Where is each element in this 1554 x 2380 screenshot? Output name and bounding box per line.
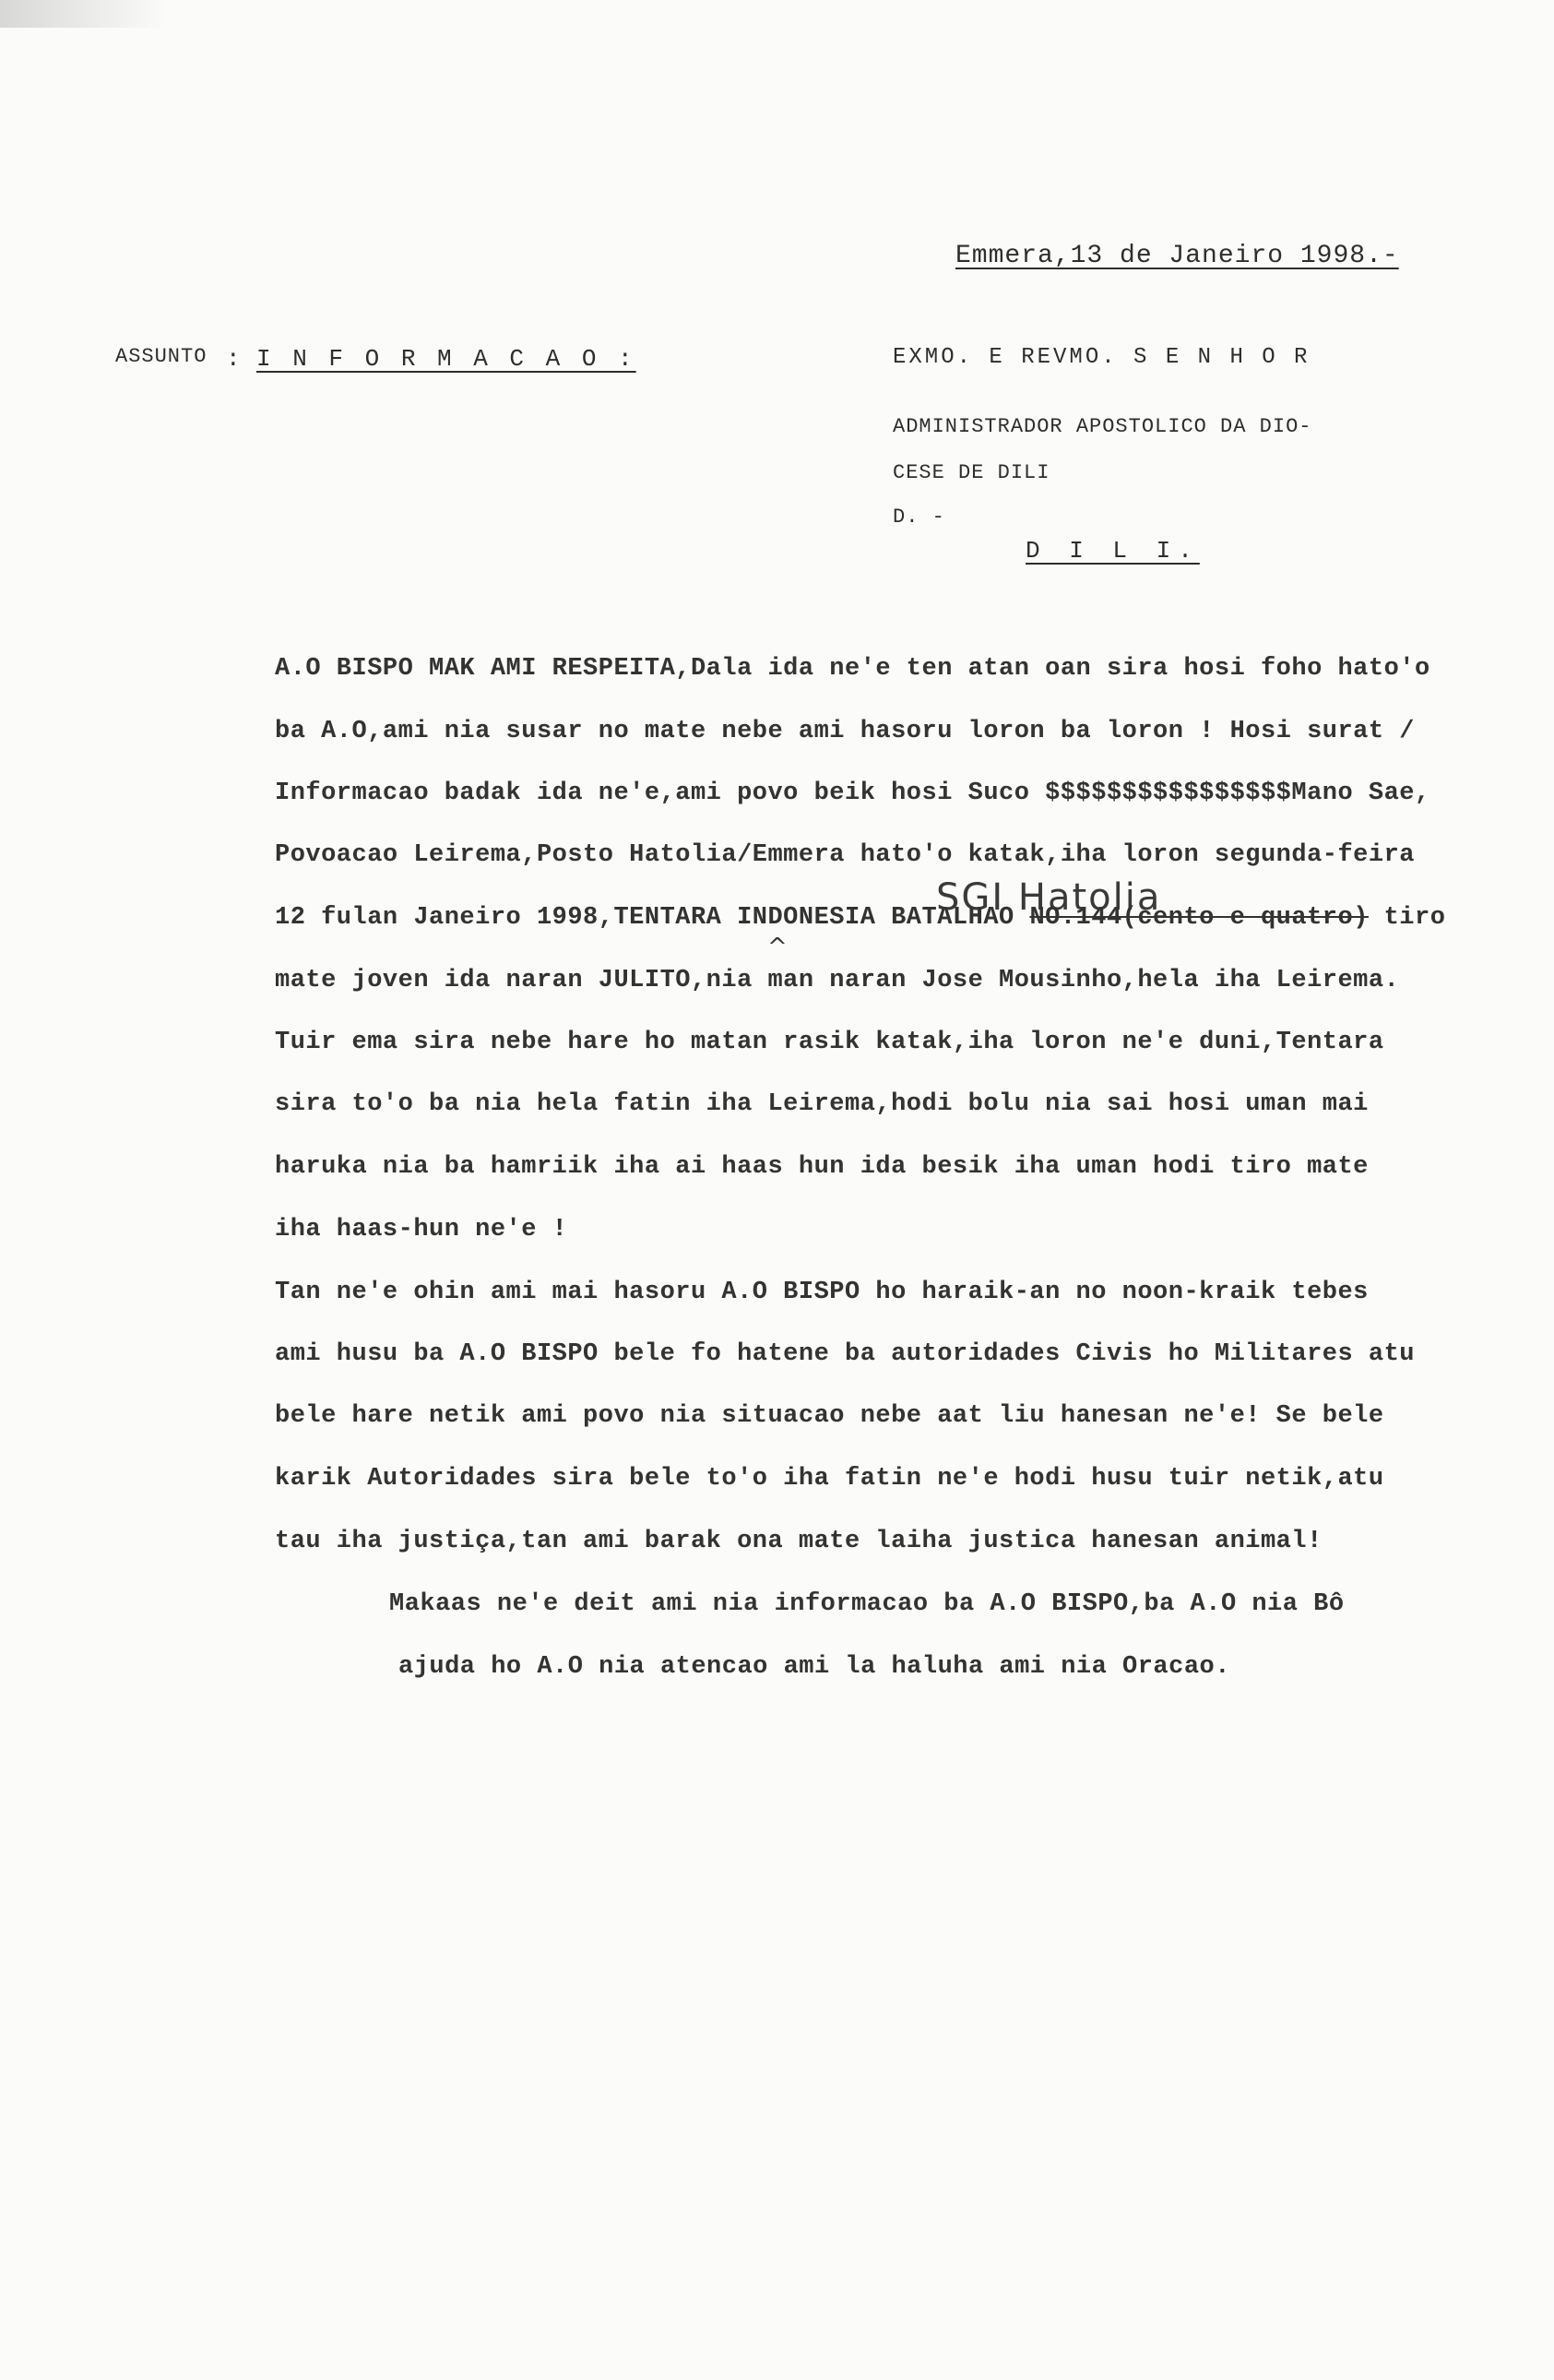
body-line: bele hare netik ami povo nia situacao nebe aat liu hanesan ne'e! Se bele — [275, 1402, 1384, 1430]
subject-separator: : — [226, 345, 242, 373]
body-line: A.O BISPO MAK AMI RESPEITA,Dala ida ne'e ten atan oan sira hosi foho hato'o — [275, 655, 1430, 683]
body-line: Tan ne'e ohin ami mai hasoru A.O BISPO ho haraik-an no noon-kraik tebes — [275, 1279, 1369, 1306]
date-line: Emmera,13 de Janeiro 1998.- — [955, 242, 1399, 270]
body-line: Tuir ema sira nebe hare ho matan rasik katak,iha loron ne'e duni,Tentara — [275, 1029, 1384, 1056]
body-line: Povoacao Leirema,Posto Hatolia/Emmera hato'o katak,iha loron segunda-feira — [275, 841, 1415, 869]
body-line: Informacao badak ida ne'e,ami povo beik hosi Suco $$$$$$$$$$$$$$$$Mano Sae, — [275, 779, 1430, 807]
body-line: karik Autoridades sira bele to'o iha fatin ne'e hodi husu tuir netik,atu — [275, 1465, 1384, 1493]
body-line: iha haas-hun ne'e ! — [275, 1216, 568, 1244]
closing-line: ajuda ho A.O nia atencao ami la haluha ami nia Oracao. — [398, 1653, 1230, 1681]
body-line: mate joven ida naran JULITO,nia man naran Jose Mousinho,hela iha Leirema. — [275, 967, 1400, 994]
subject-value: I N F O R M A C A O : — [256, 345, 636, 373]
subject-label: ASSUNTO — [115, 345, 208, 368]
recipient-line-3: CESE DE DILI — [893, 461, 1050, 484]
body-line: haruka nia ba hamriik iha ai haas hun ida besik iha uman hodi tiro mate — [275, 1153, 1369, 1181]
body-line-text: 12 fulan Janeiro 1998,TENTARA INDONESIA BATALHAO — [275, 904, 1014, 932]
recipient-line-4: D. - — [893, 506, 945, 529]
closing-line: Makaas ne'e deit ami nia informacao ba A.O BISPO,ba A.O nia Bô — [389, 1590, 1345, 1618]
body-line: sira to'o ba nia hela fatin iha Leirema,hodi bolu nia sai hosi uman mai — [275, 1090, 1369, 1118]
recipient-line-1: EXMO. E REVMO. S E N H O R — [893, 345, 1311, 370]
recipient-line-5: D I L I. — [1026, 537, 1200, 565]
scan-stain — [0, 0, 166, 28]
recipient-line-2: ADMINISTRADOR APOSTOLICO DA DIO- — [893, 415, 1312, 438]
body-line: ba A.O,ami nia susar no mate nebe ami hasoru loron ba loron ! Hosi surat / — [275, 718, 1415, 745]
insertion-caret: ^ — [767, 934, 788, 961]
body-line: ami husu ba A.O BISPO bele fo hatene ba autoridades Civis ho Militares atu — [275, 1340, 1415, 1368]
body-line: tau iha justiça,tan ami barak ona mate laiha justica hanesan animal! — [275, 1528, 1323, 1555]
body-line — [275, 904, 1445, 932]
struck-text: NO.144(cento e quatro) — [1029, 904, 1369, 932]
handwritten-annotation: SGI Hatolia — [936, 876, 1162, 919]
body-line-end: tiro — [1383, 904, 1446, 932]
